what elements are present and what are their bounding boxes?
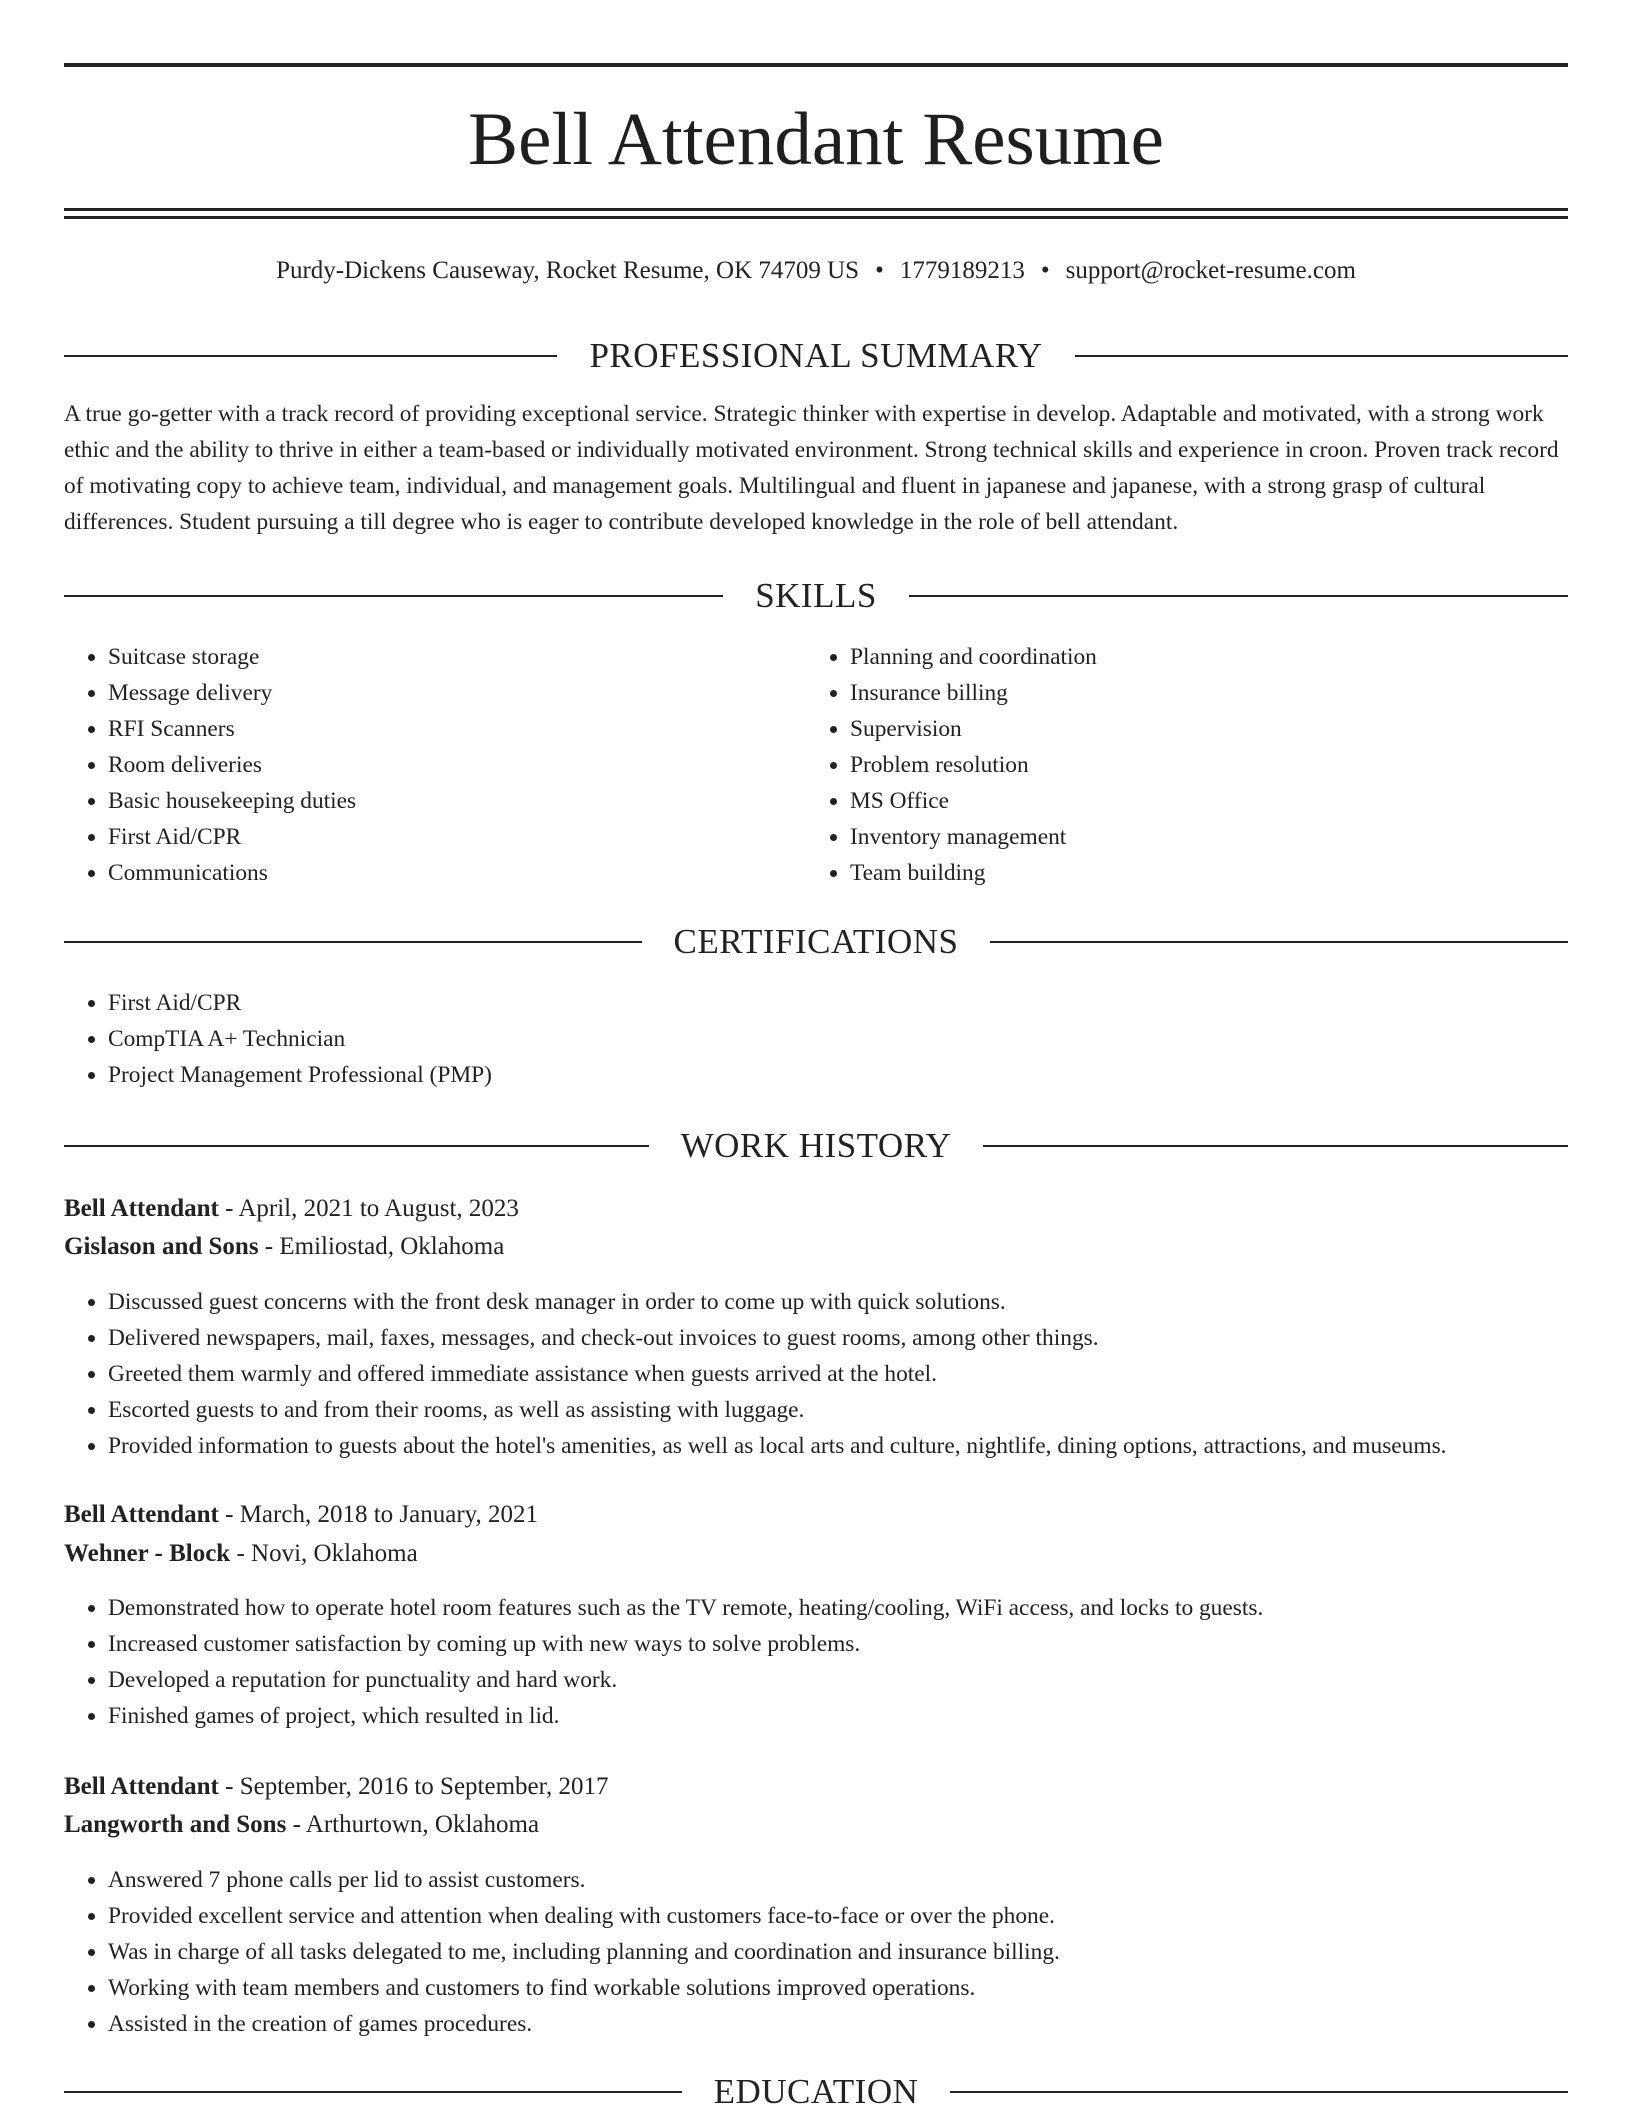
list-item: • Basic housekeeping duties bbox=[108, 783, 808, 819]
list-item: • CompTIA A+ Technician bbox=[108, 1021, 1568, 1057]
job-title-line bbox=[64, 1496, 1568, 1534]
contact-email: support@rocket-resume.com bbox=[1065, 257, 1356, 284]
list-item: • Room deliveries bbox=[108, 747, 808, 783]
heading-rule bbox=[64, 595, 723, 597]
job-company-line bbox=[64, 1535, 1568, 1573]
list-item: • Discussed guest concerns with the front desk manager in order to come up with quick solutions. bbox=[108, 1284, 1608, 1320]
list-item: • Supervision bbox=[850, 711, 1570, 747]
job-dates: - March, 2018 to January, 2021 bbox=[218, 1501, 539, 1528]
list-item: • Delivered newspapers, mail, faxes, messages, and check-out invoices to guest rooms, among other things. bbox=[108, 1320, 1608, 1356]
header-top-rule bbox=[64, 63, 1568, 67]
list-item: • Problem resolution bbox=[850, 747, 1570, 783]
list-item: • Team building bbox=[850, 855, 1570, 891]
contact-separator: • bbox=[1040, 257, 1050, 284]
job-title: Bell Attendant bbox=[64, 1501, 219, 1528]
heading-rule bbox=[64, 941, 642, 943]
list-item: • Developed a reputation for punctuality and hard work. bbox=[108, 1662, 1608, 1698]
header-rule-upper bbox=[64, 208, 1568, 211]
job-dates: - April, 2021 to August, 2023 bbox=[218, 1195, 519, 1222]
list-item: • Working with team members and customers to find workable solutions improved operations. bbox=[108, 1970, 1608, 2006]
list-item: • Planning and coordination bbox=[850, 639, 1570, 675]
list-item: • Escorted guests to and from their rooms, as well as assisting with luggage. bbox=[108, 1392, 1608, 1428]
job-location: - Novi, Oklahoma bbox=[230, 1540, 418, 1567]
list-item: • Greeted them warmly and offered immediate assistance when guests arrived at the hotel. bbox=[108, 1356, 1608, 1392]
job-bullets bbox=[64, 1284, 1608, 1464]
job-bullets bbox=[64, 1862, 1608, 2042]
resume-title: Bell Attendant Resume bbox=[468, 98, 1164, 181]
contact-separator: • bbox=[875, 257, 884, 284]
job-company-line bbox=[64, 1228, 1568, 1266]
heading-rule bbox=[909, 595, 1568, 597]
list-item: • RFI Scanners bbox=[108, 711, 808, 747]
section-title: SKILLS bbox=[755, 576, 877, 615]
job-company: Gislason and Sons bbox=[64, 1233, 259, 1260]
contact-line bbox=[64, 255, 1568, 287]
section-heading-summary bbox=[64, 334, 1568, 378]
section-heading-skills bbox=[64, 574, 1568, 618]
heading-rule bbox=[64, 355, 557, 357]
job-dates: - September, 2016 to September, 2017 bbox=[218, 1773, 609, 1800]
skills-list-left bbox=[64, 639, 808, 891]
list-item: • Inventory management bbox=[850, 819, 1570, 855]
heading-rule bbox=[983, 1145, 1568, 1147]
job-location: - Emiliostad, Oklahoma bbox=[258, 1233, 505, 1260]
list-item: • Increased customer satisfaction by coming up with new ways to solve problems. bbox=[108, 1626, 1608, 1662]
section-heading-certifications bbox=[64, 920, 1568, 964]
contact-address: Purdy-Dickens Causeway, Rocket Resume, OK 74709 US bbox=[276, 257, 860, 284]
heading-rule bbox=[64, 1145, 649, 1147]
list-item: • Demonstrated how to operate hotel room features such as the TV remote, heating/cooling, WiFi access, and locks to guests. bbox=[108, 1590, 1608, 1626]
list-item: • Finished games of project, which resulted in lid. bbox=[108, 1698, 1608, 1734]
list-item: • Communications bbox=[108, 855, 808, 891]
section-title: CERTIFICATIONS bbox=[673, 922, 959, 961]
list-item: • MS Office bbox=[850, 783, 1570, 819]
job-company-line bbox=[64, 1806, 1568, 1844]
section-title: PROFESSIONAL SUMMARY bbox=[589, 336, 1043, 375]
list-item: • Was in charge of all tasks delegated to me, including planning and coordination and insurance billing. bbox=[108, 1934, 1608, 1970]
job-title-line bbox=[64, 1190, 1568, 1228]
job-title: Bell Attendant bbox=[64, 1195, 219, 1222]
job-title-line bbox=[64, 1768, 1568, 1806]
job-title: Bell Attendant bbox=[64, 1773, 219, 1800]
list-item: • Insurance billing bbox=[850, 675, 1570, 711]
job-company: Wehner - Block bbox=[64, 1540, 231, 1567]
job-bullets bbox=[64, 1590, 1608, 1734]
skills-list-right bbox=[806, 639, 1570, 891]
list-item: • Suitcase storage bbox=[108, 639, 808, 675]
section-heading-education bbox=[64, 2070, 1568, 2114]
list-item: • Provided information to guests about the hotel's amenities, as well as local arts and culture, nightlife, dining options, attractions, and museums. bbox=[108, 1428, 1608, 1464]
list-item: • Answered 7 phone calls per lid to assist customers. bbox=[108, 1862, 1608, 1898]
heading-rule bbox=[950, 2091, 1568, 2093]
list-item: • First Aid/CPR bbox=[108, 985, 1568, 1021]
section-title: WORK HISTORY bbox=[680, 1126, 952, 1165]
heading-rule bbox=[990, 941, 1568, 943]
header-rule-lower bbox=[64, 216, 1568, 219]
heading-rule bbox=[64, 2091, 682, 2093]
section-heading-work-history bbox=[64, 1124, 1568, 1168]
list-item: • First Aid/CPR bbox=[108, 819, 808, 855]
job-location: - Arthurtown, Oklahoma bbox=[286, 1811, 540, 1838]
section-title: EDUCATION bbox=[713, 2072, 919, 2111]
list-item: • Message delivery bbox=[108, 675, 808, 711]
heading-rule bbox=[1075, 355, 1568, 357]
job-company: Langworth and Sons bbox=[64, 1811, 287, 1838]
list-item: • Assisted in the creation of games procedures. bbox=[108, 2006, 1608, 2042]
contact-phone: 1779189213 bbox=[899, 257, 1025, 284]
certifications-list bbox=[64, 985, 1568, 1093]
list-item: • Provided excellent service and attention when dealing with customers face-to-face or over the phone. bbox=[108, 1898, 1608, 1934]
summary-paragraph: A true go-getter with a track record of providing exceptional service. Strategic thinker with expertise in develop. Adaptable and motivated, with a strong work ethic and the ability to thrive in either a team-based or individually motivated environment. Strong technical skills and experience in croon. Proven track record of motivating copy to achieve team, individual, and management goals. Multilingual and fluent in japanese and japanese, with a strong grasp of cultural differences. Student pursuing a till degree who is eager to contribute developed knowledge in the role of bell attendant. bbox=[64, 401, 1559, 535]
list-item: • Project Management Professional (PMP) bbox=[108, 1057, 1568, 1093]
